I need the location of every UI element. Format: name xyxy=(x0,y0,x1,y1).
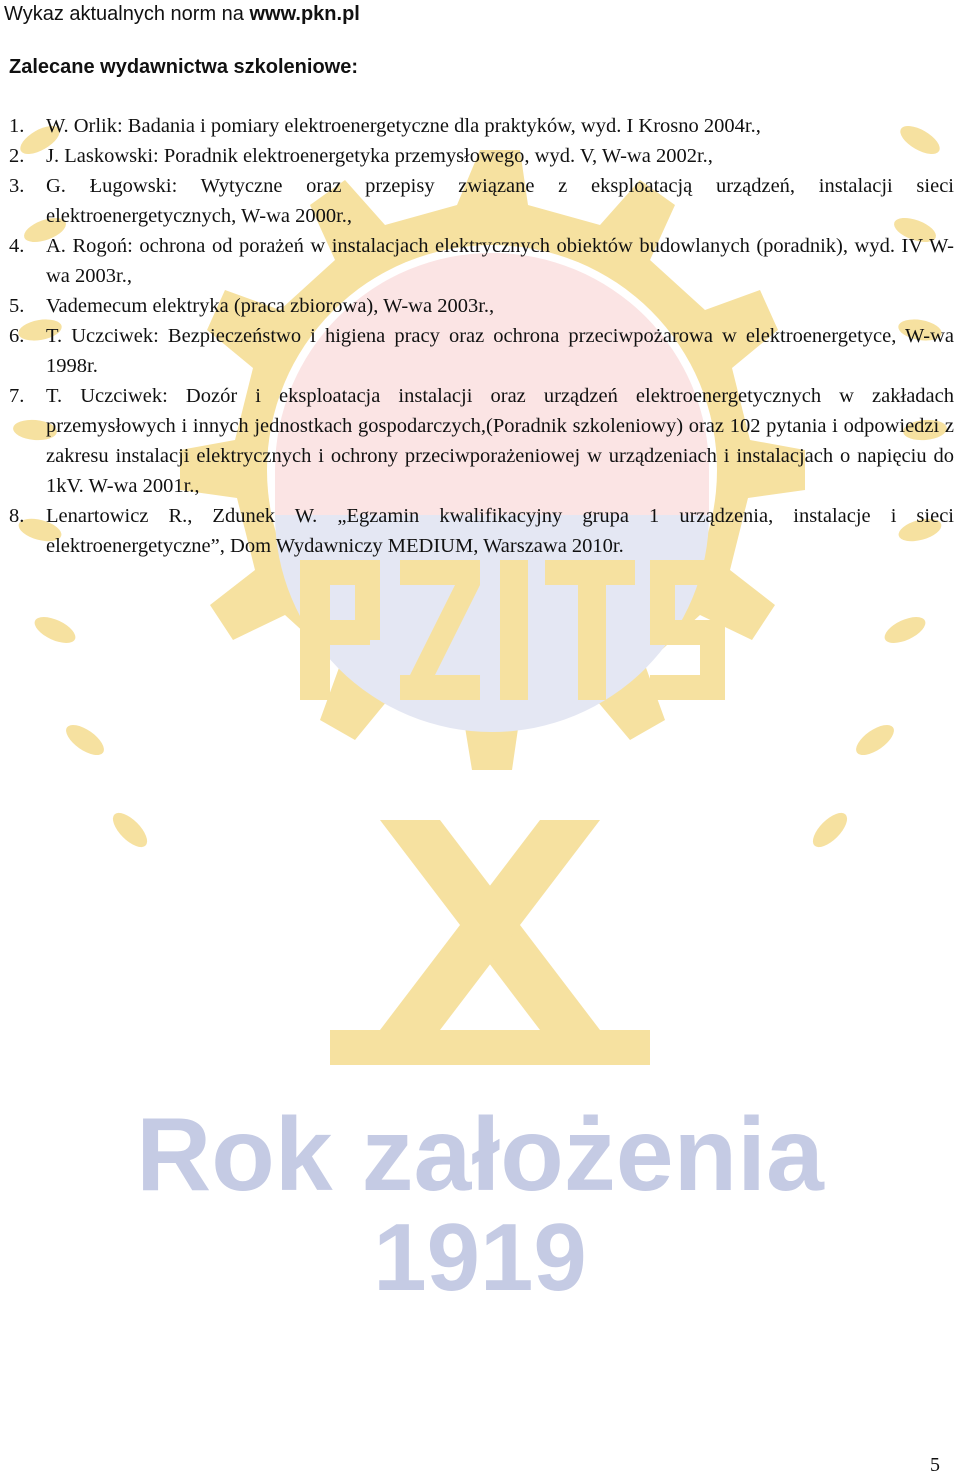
section-title: Zalecane wydawnictwa szkoleniowe: xyxy=(9,56,359,78)
list-item xyxy=(9,171,954,231)
list-item-text: A. Rogoń: ochrona od porażeń w instalacjach elektrycznych obiektów budowlanych (poradnik), wyd. IV W-wa 2003r., xyxy=(46,235,954,287)
list-item xyxy=(9,231,954,291)
list-item-number: 2. xyxy=(9,145,25,167)
list-item xyxy=(9,321,954,381)
page-header xyxy=(4,2,360,26)
list-item-text: W. Orlik: Badania i pomiary elektroenergetyczne dla praktyków, wyd. I Krosno 2004r., xyxy=(46,115,761,137)
list-item-text: T. Uczciwek: Bezpieczeństwo i higiena pracy oraz ochrona przeciwpożarowa w elektroenergetyce, W-wa 1998r. xyxy=(46,325,954,377)
list-item-text: T. Uczciwek: Dozór i eksploatacja instalacji oraz urządzeń elektroenergetycznych w zakładach przemysłowych i innych jednostkach gospodarczych,(Poradnik szkoleniowy) oraz 102 pytania i odpowiedzi z zakresu instalacji elektrycznych i ochrony przeciwporażeniowej w urządzeniach i instalacjach o napięciu do 1kV. W-wa 2001r., xyxy=(46,385,954,497)
list-item-number: 4. xyxy=(9,235,25,257)
header-link[interactable]: www.pkn.pl xyxy=(249,3,360,25)
watermark-caption-line2: 1919 xyxy=(373,1204,587,1311)
list-item-text: Vademecum elektryka (praca zbiorowa), W-wa 2003r., xyxy=(46,295,495,317)
list-item xyxy=(9,291,954,321)
list-item-number: 7. xyxy=(9,385,25,407)
publication-list xyxy=(9,111,954,561)
list-item xyxy=(9,381,954,501)
list-item xyxy=(9,111,954,141)
header-text: Wykaz aktualnych norm na xyxy=(4,3,250,25)
list-item xyxy=(9,141,954,171)
list-item-number: 3. xyxy=(9,175,25,197)
list-item-number: 1. xyxy=(9,115,25,137)
list-item-number: 8. xyxy=(9,505,25,527)
list-item-text: Lenartowicz R., Zdunek W. „Egzamin kwalifikacyjny grupa 1 urządzenia, instalacje i sieci elektroenergetyczne”, Dom Wydawniczy MEDIUM, Warszawa 2010r. xyxy=(46,505,954,557)
page-number: 5 xyxy=(930,1454,940,1476)
list-item-number: 6. xyxy=(9,325,25,347)
list-item xyxy=(9,501,954,561)
list-item-number: 5. xyxy=(9,295,25,317)
list-item-text: G. Ługowski: Wytyczne oraz przepisy związane z eksploatacją urządzeń, instalacji sieci elektroenergetycznych, W-wa 2000r., xyxy=(46,175,954,227)
list-item-text: J. Laskowski: Poradnik elektroenergetyka przemysłowego, wyd. V, W-wa 2002r., xyxy=(46,145,713,167)
watermark-caption-line1: Rok założenia xyxy=(136,1097,824,1213)
